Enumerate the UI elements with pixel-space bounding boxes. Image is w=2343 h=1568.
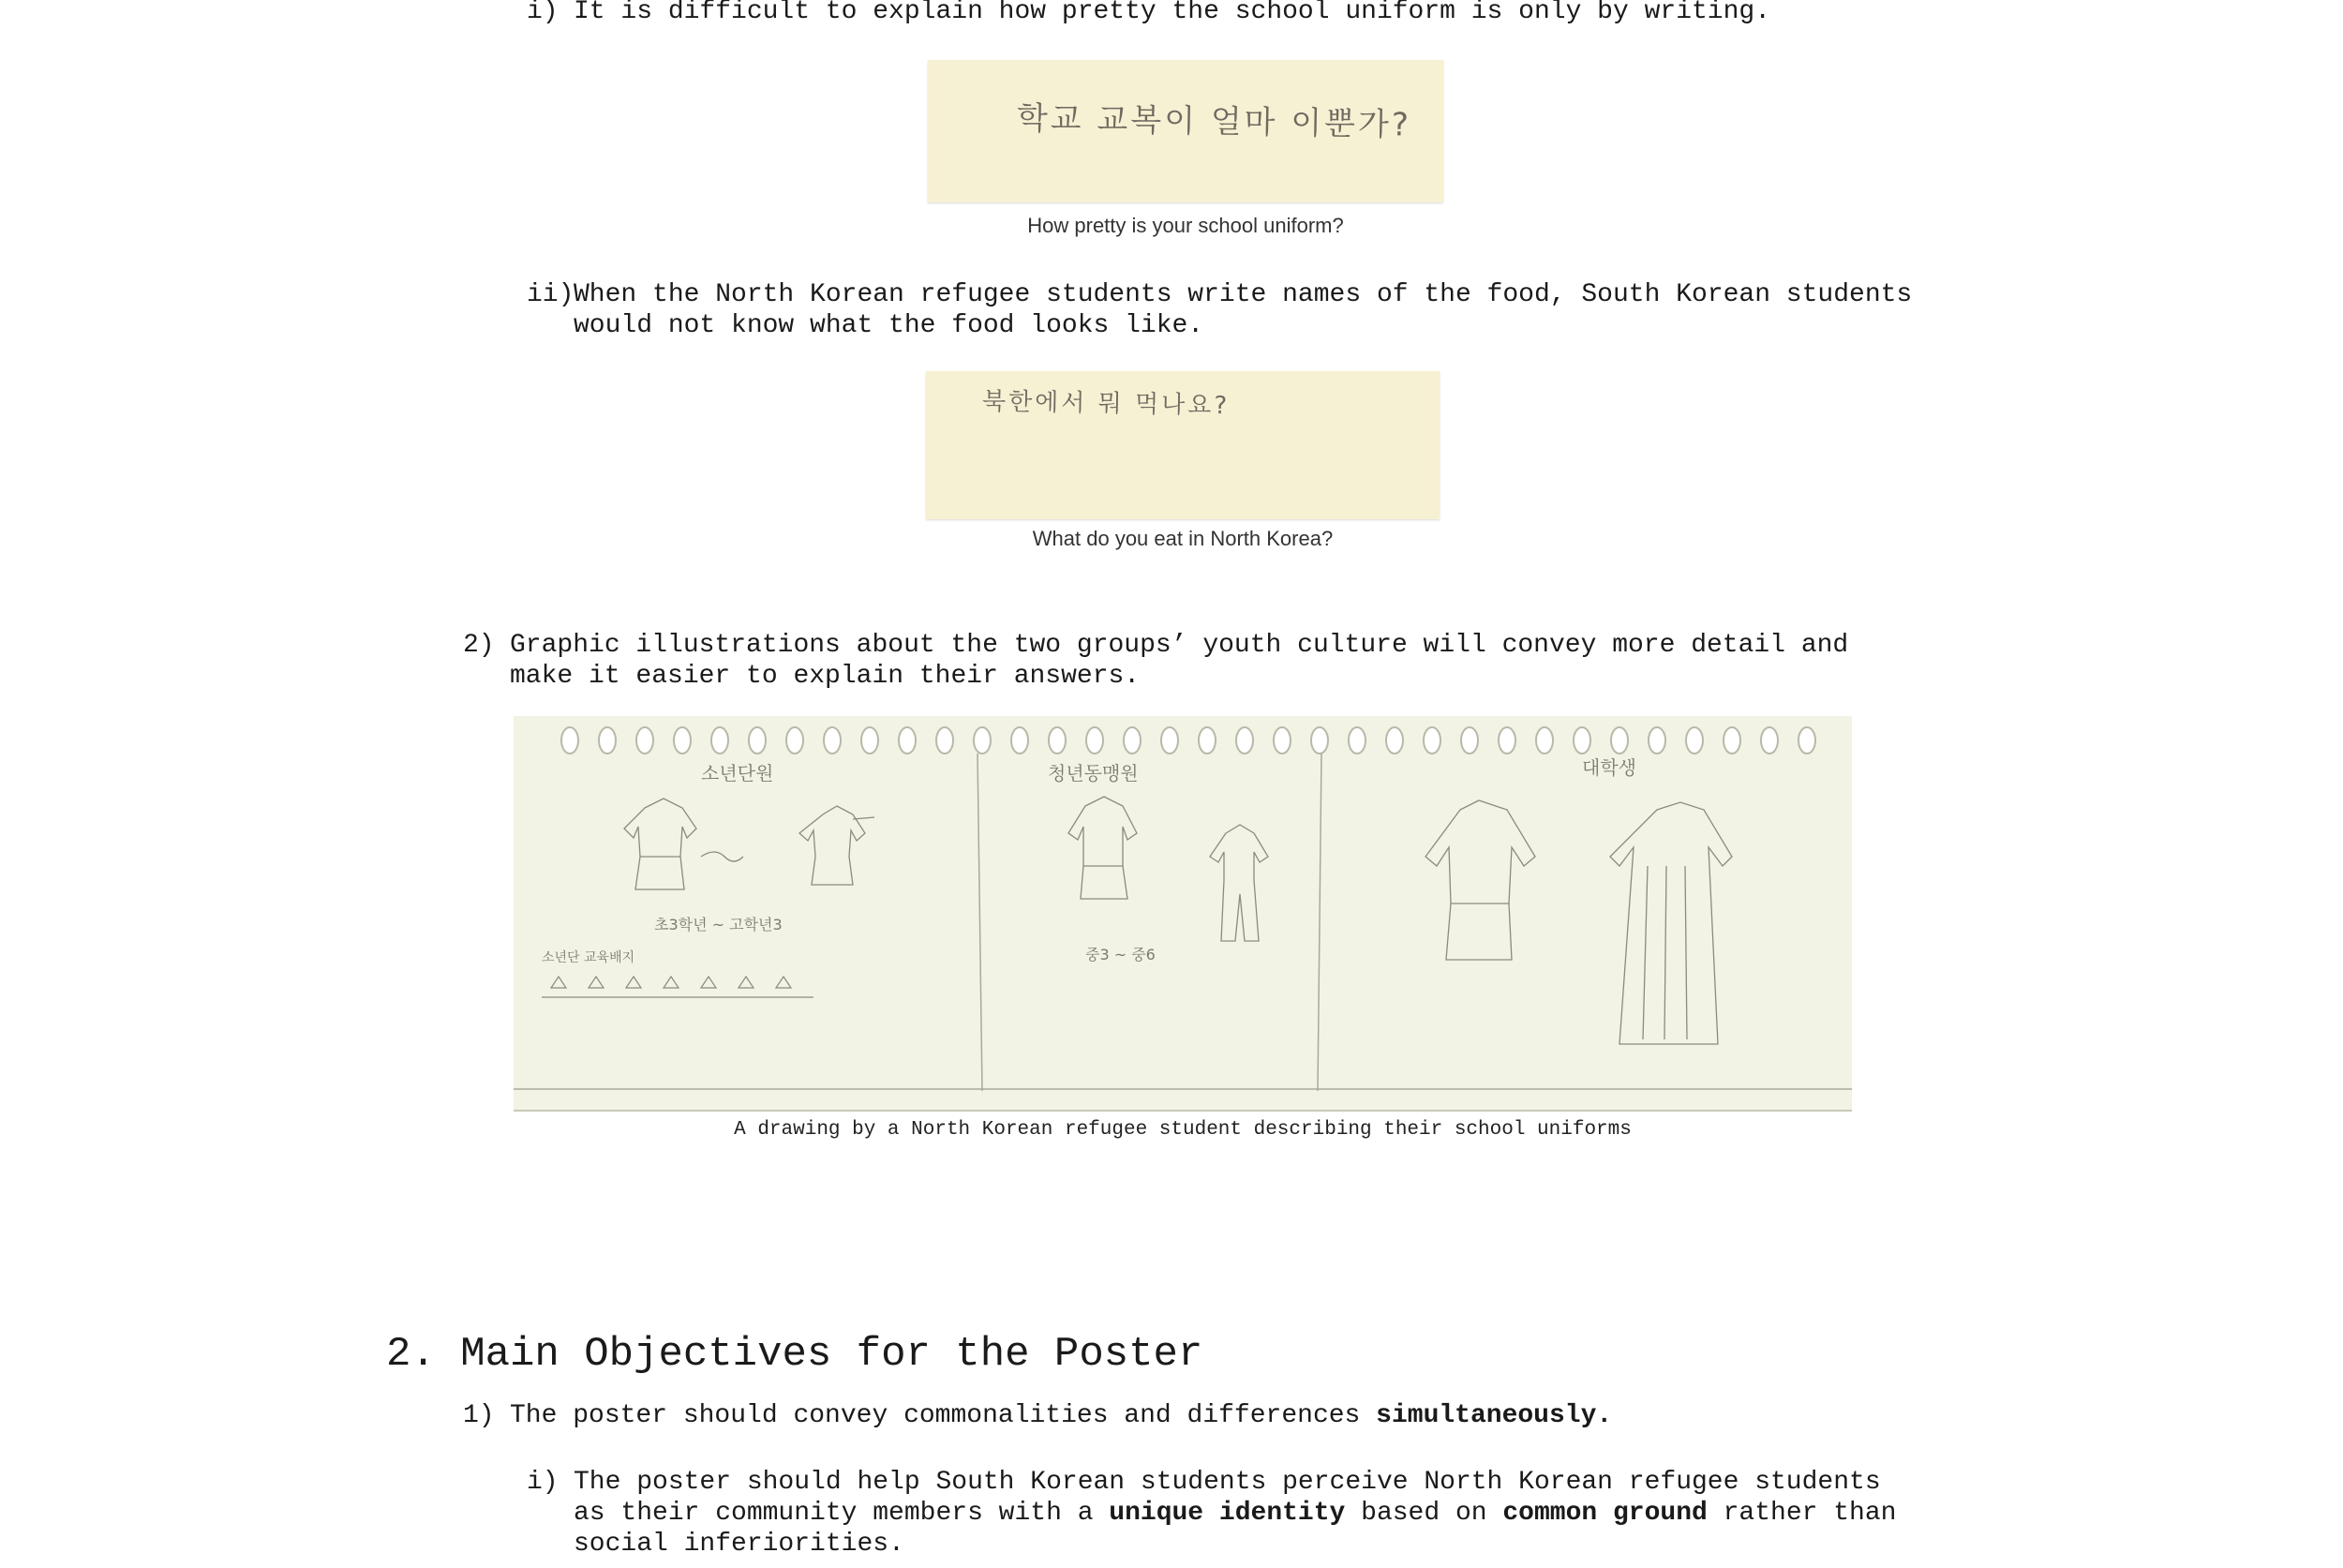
item-2-line2: make it easier to explain their answers. [510, 662, 1141, 691]
item-ii-marker: ii) [527, 280, 575, 309]
caption-sketch: A drawing by a North Korean refugee student describing their school uniforms [734, 1119, 1632, 1141]
s2-line2-a: as their community members with a [574, 1499, 1110, 1528]
caption-uniform: How pretty is your school uniform? [1027, 214, 1344, 237]
s2-common-ground: common ground [1502, 1499, 1708, 1528]
sketch-panel2-grades: 중3 ~ 중6 [1085, 946, 1156, 963]
sketch-panel1-grades: 초3학년 ~ 고학년3 [654, 916, 783, 933]
note-handwriting: 학교 교복이 얼마 이뿐가? [1016, 99, 1412, 144]
caption-food: What do you eat in North Korea? [1032, 527, 1334, 550]
s2-item-i-marker: i) [527, 1468, 559, 1497]
spiral-binding [561, 727, 1815, 754]
s2-item-1-bold: simultaneously [1376, 1401, 1597, 1430]
s2-line2-c: based on [1345, 1499, 1503, 1528]
note-card-uniform [928, 60, 1443, 202]
s2-item-1-period: . [1596, 1401, 1613, 1430]
s2-item-1-text-a: The poster should convey commonalities and differences [510, 1401, 1377, 1430]
sketch-panel1-badges-label: 소년단 교육배지 [542, 950, 635, 965]
item-ii-line1: When the North Korean refugee students write names of the food, South Korean students [574, 280, 1913, 309]
item-ii-line2: would not know what the food looks like. [574, 311, 1204, 340]
s2-item-1-marker: 1) [463, 1401, 495, 1430]
item-2-line1: Graphic illustrations about the two groups’ youth culture will convey more detail and [510, 631, 1849, 660]
s2-line2-e: rather than [1707, 1499, 1897, 1528]
note-handwriting: 북한에서 뭐 먹나요? [981, 387, 1231, 421]
item-i-marker: i) [527, 0, 559, 26]
sketch-drawing [514, 716, 1852, 1110]
s2-unique-identity: unique identity [1109, 1499, 1346, 1528]
s2-item-1-text [510, 1400, 1612, 1431]
sketch-panel2-title: 청년동맹원 [1048, 762, 1139, 784]
item-2-marker: 2) [463, 631, 495, 660]
section-heading: 2. Main Objectives for the Poster [386, 1331, 1203, 1378]
note-card-food [926, 371, 1440, 519]
uniform-sketch [514, 716, 1852, 1112]
sketch-panel3-title: 대학생 [1582, 756, 1636, 779]
sketch-panel1-title: 소년단원 [701, 762, 774, 784]
s2-item-i-line3: social inferiorities. [574, 1530, 904, 1559]
item-i-text: It is difficult to explain how pretty the school uniform is only by writing. [574, 0, 1771, 26]
s2-item-i-line1: The poster should help South Korean students perceive North Korean refugee students [574, 1468, 1881, 1497]
s2-item-i-line2 [574, 1498, 1896, 1529]
